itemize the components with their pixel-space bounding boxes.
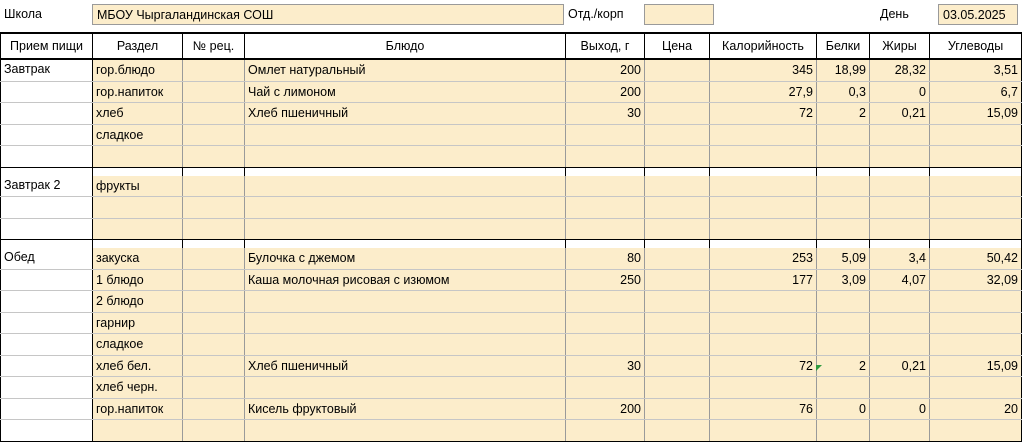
calories-cell[interactable]: 345 xyxy=(710,59,817,81)
yield-cell[interactable] xyxy=(566,291,645,313)
fat-cell[interactable] xyxy=(870,176,930,197)
yield-cell[interactable] xyxy=(566,218,645,240)
recipe-cell[interactable] xyxy=(183,176,245,197)
dish-cell[interactable] xyxy=(245,146,566,168)
fat-cell[interactable]: 3,4 xyxy=(870,248,930,269)
carbs-cell[interactable] xyxy=(930,312,1022,334)
recipe-cell[interactable] xyxy=(183,218,245,240)
dept-label: Отд./корп xyxy=(568,7,624,21)
protein-cell[interactable]: 2 xyxy=(817,103,870,125)
price-cell[interactable] xyxy=(645,269,710,291)
price-cell[interactable] xyxy=(645,81,710,103)
col-header-protein: Белки xyxy=(817,33,870,59)
price-cell[interactable] xyxy=(645,59,710,81)
price-cell[interactable] xyxy=(645,248,710,269)
yield-cell[interactable]: 30 xyxy=(566,103,645,125)
table-row xyxy=(1,334,1022,356)
yield-cell[interactable]: 250 xyxy=(566,269,645,291)
fat-cell[interactable] xyxy=(870,218,930,240)
recipe-cell[interactable] xyxy=(183,248,245,269)
section-cell[interactable] xyxy=(93,146,183,168)
dish-cell[interactable]: Омлет натуральный xyxy=(245,59,566,81)
yield-cell[interactable]: 200 xyxy=(566,398,645,420)
calories-cell[interactable] xyxy=(710,197,817,219)
table-row xyxy=(1,124,1022,146)
recipe-cell[interactable] xyxy=(183,355,245,377)
dish-cell[interactable] xyxy=(245,218,566,240)
carbs-cell[interactable] xyxy=(930,146,1022,168)
yield-cell[interactable] xyxy=(566,420,645,442)
meal-cell[interactable] xyxy=(1,269,93,291)
dish-cell[interactable]: Кисель фруктовый xyxy=(245,398,566,420)
calories-cell[interactable] xyxy=(710,124,817,146)
protein-cell[interactable]: 0,3 xyxy=(817,81,870,103)
calories-cell[interactable]: 72 xyxy=(710,103,817,125)
meal-cell[interactable] xyxy=(1,334,93,356)
section-cell[interactable] xyxy=(93,420,183,442)
protein-cell[interactable]: 3,09 xyxy=(817,269,870,291)
carbs-cell[interactable] xyxy=(930,291,1022,313)
price-cell[interactable] xyxy=(645,103,710,125)
fat-cell[interactable]: 4,07 xyxy=(870,269,930,291)
fat-cell[interactable]: 28,32 xyxy=(870,59,930,81)
separator-cell xyxy=(1,240,93,249)
group-separator-row xyxy=(1,240,1022,249)
table-row xyxy=(1,269,1022,291)
group-separator-row xyxy=(1,167,1022,176)
fat-cell[interactable]: 0 xyxy=(870,81,930,103)
carbs-cell[interactable]: 32,09 xyxy=(930,269,1022,291)
table-row xyxy=(1,103,1022,125)
fat-cell[interactable] xyxy=(870,124,930,146)
carbs-cell[interactable] xyxy=(930,377,1022,399)
col-header-meal: Прием пищи xyxy=(1,33,93,59)
section-cell[interactable]: фрукты xyxy=(93,176,183,197)
section-cell[interactable]: хлеб xyxy=(93,103,183,125)
recipe-cell[interactable] xyxy=(183,197,245,219)
protein-cell[interactable]: 5,09 xyxy=(817,248,870,269)
separator-cell xyxy=(93,167,183,176)
dish-cell[interactable] xyxy=(245,377,566,399)
calories-cell[interactable] xyxy=(710,146,817,168)
table-row xyxy=(1,176,1022,197)
fat-cell[interactable]: 0,21 xyxy=(870,103,930,125)
protein-cell[interactable]: 2 xyxy=(817,355,870,377)
price-cell[interactable] xyxy=(645,398,710,420)
col-header-price: Цена xyxy=(645,33,710,59)
col-header-fat: Жиры xyxy=(870,33,930,59)
table-row xyxy=(1,377,1022,399)
protein-cell[interactable] xyxy=(817,334,870,356)
price-cell[interactable] xyxy=(645,124,710,146)
dish-cell[interactable] xyxy=(245,312,566,334)
price-cell[interactable] xyxy=(645,197,710,219)
col-header-yield: Выход, г xyxy=(566,33,645,59)
dish-cell[interactable] xyxy=(245,334,566,356)
separator-cell xyxy=(930,167,1022,176)
meal-cell[interactable] xyxy=(1,81,93,103)
carbs-cell[interactable]: 3,51 xyxy=(930,59,1022,81)
section-cell[interactable]: гор.напиток xyxy=(93,81,183,103)
meal-cell[interactable] xyxy=(1,398,93,420)
section-cell[interactable]: 1 блюдо xyxy=(93,269,183,291)
fat-cell[interactable] xyxy=(870,312,930,334)
meal-cell[interactable]: Обед xyxy=(1,248,93,269)
col-header-section: Раздел xyxy=(93,33,183,59)
meal-cell[interactable] xyxy=(1,197,93,219)
col-header-calories: Калорийность xyxy=(710,33,817,59)
protein-cell[interactable] xyxy=(817,291,870,313)
carbs-cell[interactable]: 20 xyxy=(930,398,1022,420)
table-row xyxy=(1,81,1022,103)
section-cell[interactable]: хлеб черн. xyxy=(93,377,183,399)
separator-cell xyxy=(710,240,817,249)
meal-cell[interactable]: Завтрак 2 xyxy=(1,176,93,197)
carbs-cell[interactable]: 50,42 xyxy=(930,248,1022,269)
table-row xyxy=(1,248,1022,269)
carbs-cell[interactable]: 6,7 xyxy=(930,81,1022,103)
calories-cell[interactable] xyxy=(710,334,817,356)
calories-cell[interactable] xyxy=(710,420,817,442)
separator-cell xyxy=(1,167,93,176)
col-header-dish: Блюдо xyxy=(245,33,566,59)
recipe-cell[interactable] xyxy=(183,269,245,291)
calories-cell[interactable]: 177 xyxy=(710,269,817,291)
table-row xyxy=(1,197,1022,219)
protein-cell[interactable] xyxy=(817,312,870,334)
separator-cell xyxy=(870,167,930,176)
section-cell[interactable]: гор.напиток xyxy=(93,398,183,420)
carbs-cell[interactable] xyxy=(930,197,1022,219)
section-cell[interactable]: гор.блюдо xyxy=(93,59,183,81)
table-row xyxy=(1,218,1022,240)
yield-cell[interactable] xyxy=(566,146,645,168)
separator-cell xyxy=(183,167,245,176)
recipe-cell[interactable] xyxy=(183,291,245,313)
recipe-cell[interactable] xyxy=(183,398,245,420)
dept-value-cell[interactable] xyxy=(644,4,714,25)
separator-cell xyxy=(870,240,930,249)
section-cell[interactable]: сладкое xyxy=(93,334,183,356)
fat-cell[interactable] xyxy=(870,291,930,313)
price-cell[interactable] xyxy=(645,334,710,356)
table-row xyxy=(1,420,1022,442)
meal-cell[interactable] xyxy=(1,312,93,334)
price-cell[interactable] xyxy=(645,218,710,240)
day-value-cell[interactable]: 03.05.2025 xyxy=(938,4,1018,25)
fat-cell[interactable]: 0 xyxy=(870,398,930,420)
protein-cell[interactable] xyxy=(817,420,870,442)
section-cell[interactable]: хлеб бел. xyxy=(93,355,183,377)
calories-cell[interactable]: 253 xyxy=(710,248,817,269)
separator-cell xyxy=(183,240,245,249)
dish-cell[interactable] xyxy=(245,124,566,146)
meal-cell[interactable] xyxy=(1,291,93,313)
price-cell[interactable] xyxy=(645,146,710,168)
price-cell[interactable] xyxy=(645,312,710,334)
table-row xyxy=(1,398,1022,420)
price-cell[interactable] xyxy=(645,291,710,313)
table-row xyxy=(1,146,1022,168)
meal-cell[interactable] xyxy=(1,377,93,399)
fat-cell[interactable] xyxy=(870,146,930,168)
protein-cell[interactable] xyxy=(817,377,870,399)
yield-cell[interactable] xyxy=(566,124,645,146)
section-cell[interactable]: гарнир xyxy=(93,312,183,334)
recipe-cell[interactable] xyxy=(183,124,245,146)
dish-cell[interactable]: Хлеб пшеничный xyxy=(245,355,566,377)
cell-comment-marker xyxy=(816,365,822,371)
separator-cell xyxy=(930,240,1022,249)
recipe-cell[interactable] xyxy=(183,103,245,125)
yield-cell[interactable] xyxy=(566,312,645,334)
dish-cell[interactable] xyxy=(245,176,566,197)
protein-cell[interactable]: 18,99 xyxy=(817,59,870,81)
yield-cell[interactable]: 200 xyxy=(566,59,645,81)
day-label: День xyxy=(880,7,909,21)
col-header-carbs: Углеводы xyxy=(930,33,1022,59)
table-row xyxy=(1,59,1022,81)
section-cell[interactable]: сладкое xyxy=(93,124,183,146)
recipe-cell[interactable] xyxy=(183,334,245,356)
price-cell[interactable] xyxy=(645,377,710,399)
meal-cell[interactable] xyxy=(1,103,93,125)
carbs-cell[interactable] xyxy=(930,218,1022,240)
section-cell[interactable] xyxy=(93,197,183,219)
calories-cell[interactable] xyxy=(710,377,817,399)
price-cell[interactable] xyxy=(645,176,710,197)
separator-cell xyxy=(645,240,710,249)
fat-cell[interactable] xyxy=(870,420,930,442)
dish-cell[interactable] xyxy=(245,291,566,313)
recipe-cell[interactable] xyxy=(183,59,245,81)
fat-cell[interactable] xyxy=(870,197,930,219)
meal-cell[interactable]: Завтрак xyxy=(1,59,93,81)
table-row xyxy=(1,312,1022,334)
carbs-cell[interactable] xyxy=(930,124,1022,146)
separator-cell xyxy=(817,240,870,249)
meal-cell[interactable] xyxy=(1,355,93,377)
header-row xyxy=(0,0,1024,30)
carbs-cell[interactable]: 15,09 xyxy=(930,103,1022,125)
dish-cell[interactable]: Хлеб пшеничный xyxy=(245,103,566,125)
separator-cell xyxy=(566,167,645,176)
protein-cell[interactable] xyxy=(817,146,870,168)
separator-cell xyxy=(245,167,566,176)
school-value-cell[interactable]: МБОУ Чыргаландинская СОШ xyxy=(92,4,564,25)
separator-cell xyxy=(645,167,710,176)
fat-cell[interactable] xyxy=(870,334,930,356)
separator-cell xyxy=(710,167,817,176)
recipe-cell[interactable] xyxy=(183,420,245,442)
dish-cell[interactable]: Каша молочная рисовая с изюмом xyxy=(245,269,566,291)
price-cell[interactable] xyxy=(645,420,710,442)
fat-cell[interactable]: 0,21 xyxy=(870,355,930,377)
protein-cell[interactable] xyxy=(817,176,870,197)
yield-cell[interactable] xyxy=(566,377,645,399)
separator-cell xyxy=(93,240,183,249)
recipe-cell[interactable] xyxy=(183,312,245,334)
section-cell[interactable]: 2 блюдо xyxy=(93,291,183,313)
fat-cell[interactable] xyxy=(870,377,930,399)
calories-cell[interactable]: 72 xyxy=(710,355,817,377)
dish-cell[interactable]: Чай с лимоном xyxy=(245,81,566,103)
separator-cell xyxy=(566,240,645,249)
dish-cell[interactable] xyxy=(245,197,566,219)
protein-cell[interactable]: 0 xyxy=(817,398,870,420)
calories-cell[interactable] xyxy=(710,176,817,197)
section-cell[interactable] xyxy=(93,218,183,240)
separator-cell xyxy=(817,167,870,176)
meal-cell[interactable] xyxy=(1,218,93,240)
menu-body xyxy=(1,59,1022,441)
calories-cell[interactable] xyxy=(710,312,817,334)
menu-table xyxy=(0,32,1022,442)
protein-cell[interactable] xyxy=(817,197,870,219)
carbs-cell[interactable]: 15,09 xyxy=(930,355,1022,377)
dish-cell[interactable]: Булочка с джемом xyxy=(245,248,566,269)
carbs-cell[interactable] xyxy=(930,420,1022,442)
calories-cell[interactable]: 76 xyxy=(710,398,817,420)
table-row xyxy=(1,291,1022,313)
meal-cell[interactable] xyxy=(1,124,93,146)
separator-cell xyxy=(245,240,566,249)
protein-cell[interactable] xyxy=(817,124,870,146)
price-cell[interactable] xyxy=(645,355,710,377)
meal-cell[interactable] xyxy=(1,146,93,168)
dish-cell[interactable] xyxy=(245,420,566,442)
yield-cell[interactable]: 200 xyxy=(566,81,645,103)
school-label: Школа xyxy=(4,7,42,21)
yield-cell[interactable] xyxy=(566,334,645,356)
table-row xyxy=(1,355,1022,377)
calories-cell[interactable]: 27,9 xyxy=(710,81,817,103)
calories-cell[interactable] xyxy=(710,291,817,313)
meal-cell[interactable] xyxy=(1,420,93,442)
column-header-row xyxy=(1,33,1022,59)
yield-cell[interactable]: 80 xyxy=(566,248,645,269)
calories-cell[interactable] xyxy=(710,218,817,240)
carbs-cell[interactable] xyxy=(930,176,1022,197)
section-cell[interactable]: закуска xyxy=(93,248,183,269)
yield-cell[interactable] xyxy=(566,197,645,219)
recipe-cell[interactable] xyxy=(183,146,245,168)
carbs-cell[interactable] xyxy=(930,334,1022,356)
protein-cell[interactable] xyxy=(817,218,870,240)
yield-cell[interactable]: 30 xyxy=(566,355,645,377)
yield-cell[interactable] xyxy=(566,176,645,197)
recipe-cell[interactable] xyxy=(183,81,245,103)
recipe-cell[interactable] xyxy=(183,377,245,399)
col-header-recipe: № рец. xyxy=(183,33,245,59)
